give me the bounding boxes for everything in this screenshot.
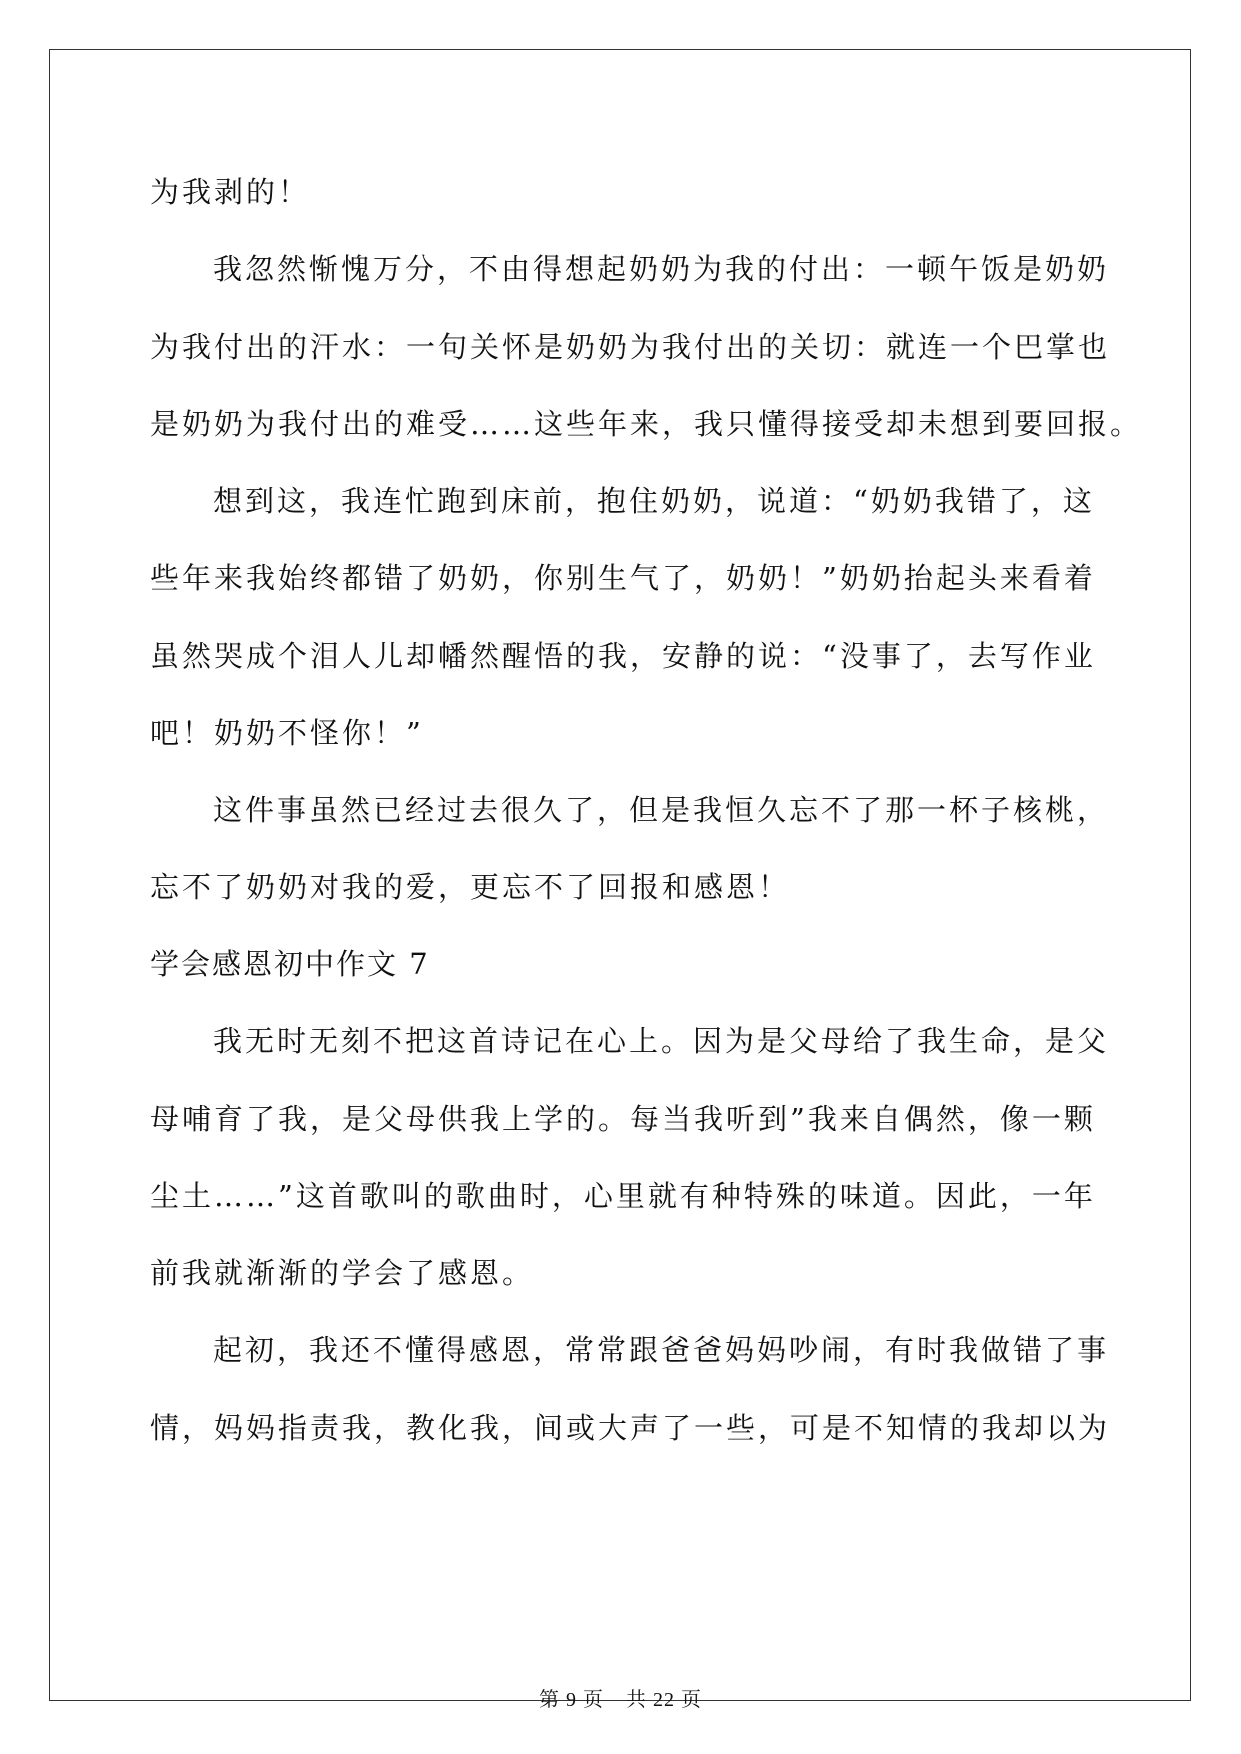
paragraph-start-line: 想到这，我连忙跑到床前，抱住奶奶，说道：“奶奶我错了，这 [213,484,1095,518]
text-line: 为我付出的汗水：一句关怀是奶奶为我付出的关切：就连一个巴掌也 [150,330,1111,364]
paragraph-start-line: 我无时无刻不把这首诗记在心上。因为是父母给了我生命，是父 [213,1024,1110,1058]
page-total: 共 22 页 [626,1689,702,1711]
text-line: 忘不了奶奶对我的爱，更忘不了回报和感恩！ [150,870,791,904]
text-line: 前我就渐渐的学会了感恩。 [150,1256,535,1290]
page-footer [0,1683,1241,1712]
text-line: 虽然哭成个泪人儿却幡然醒悟的我，安静的说：“没事了，去写作业 [150,639,1096,673]
section-heading: 学会感恩初中作文 7 [150,947,430,981]
page-number: 第 9 页 [539,1689,604,1711]
text-line: 是奶奶为我付出的难受……这些年来，我只懂得接受却未想到要回报。 [150,407,1143,441]
text-line: 母哺育了我，是父母供我上学的。每当我听到”我来自偶然，像一颗 [150,1102,1096,1136]
text-line: 吧！奶奶不怪你！” [150,716,424,750]
text-line: 情，妈妈指责我，教化我，间或大声了一些，可是不知情的我却以为 [150,1411,1111,1445]
paragraph-start-line: 这件事虽然已经过去很久了，但是我恒久忘不了那一杯子核桃， [213,793,1110,827]
text-line: 尘土……”这首歌叫的歌曲时，心里就有种特殊的味道。因此，一年 [150,1179,1096,1213]
text-line: 为我剥的！ [150,175,311,209]
paragraph-start-line: 起初，我还不懂得感恩，常常跟爸爸妈妈吵闹，有时我做错了事 [213,1333,1110,1367]
paragraph-start-line: 我忽然惭愧万分，不由得想起奶奶为我的付出：一顿午饭是奶奶 [213,252,1110,286]
text-line: 些年来我始终都错了奶奶，你别生气了，奶奶！”奶奶抬起头来看着 [150,561,1096,595]
